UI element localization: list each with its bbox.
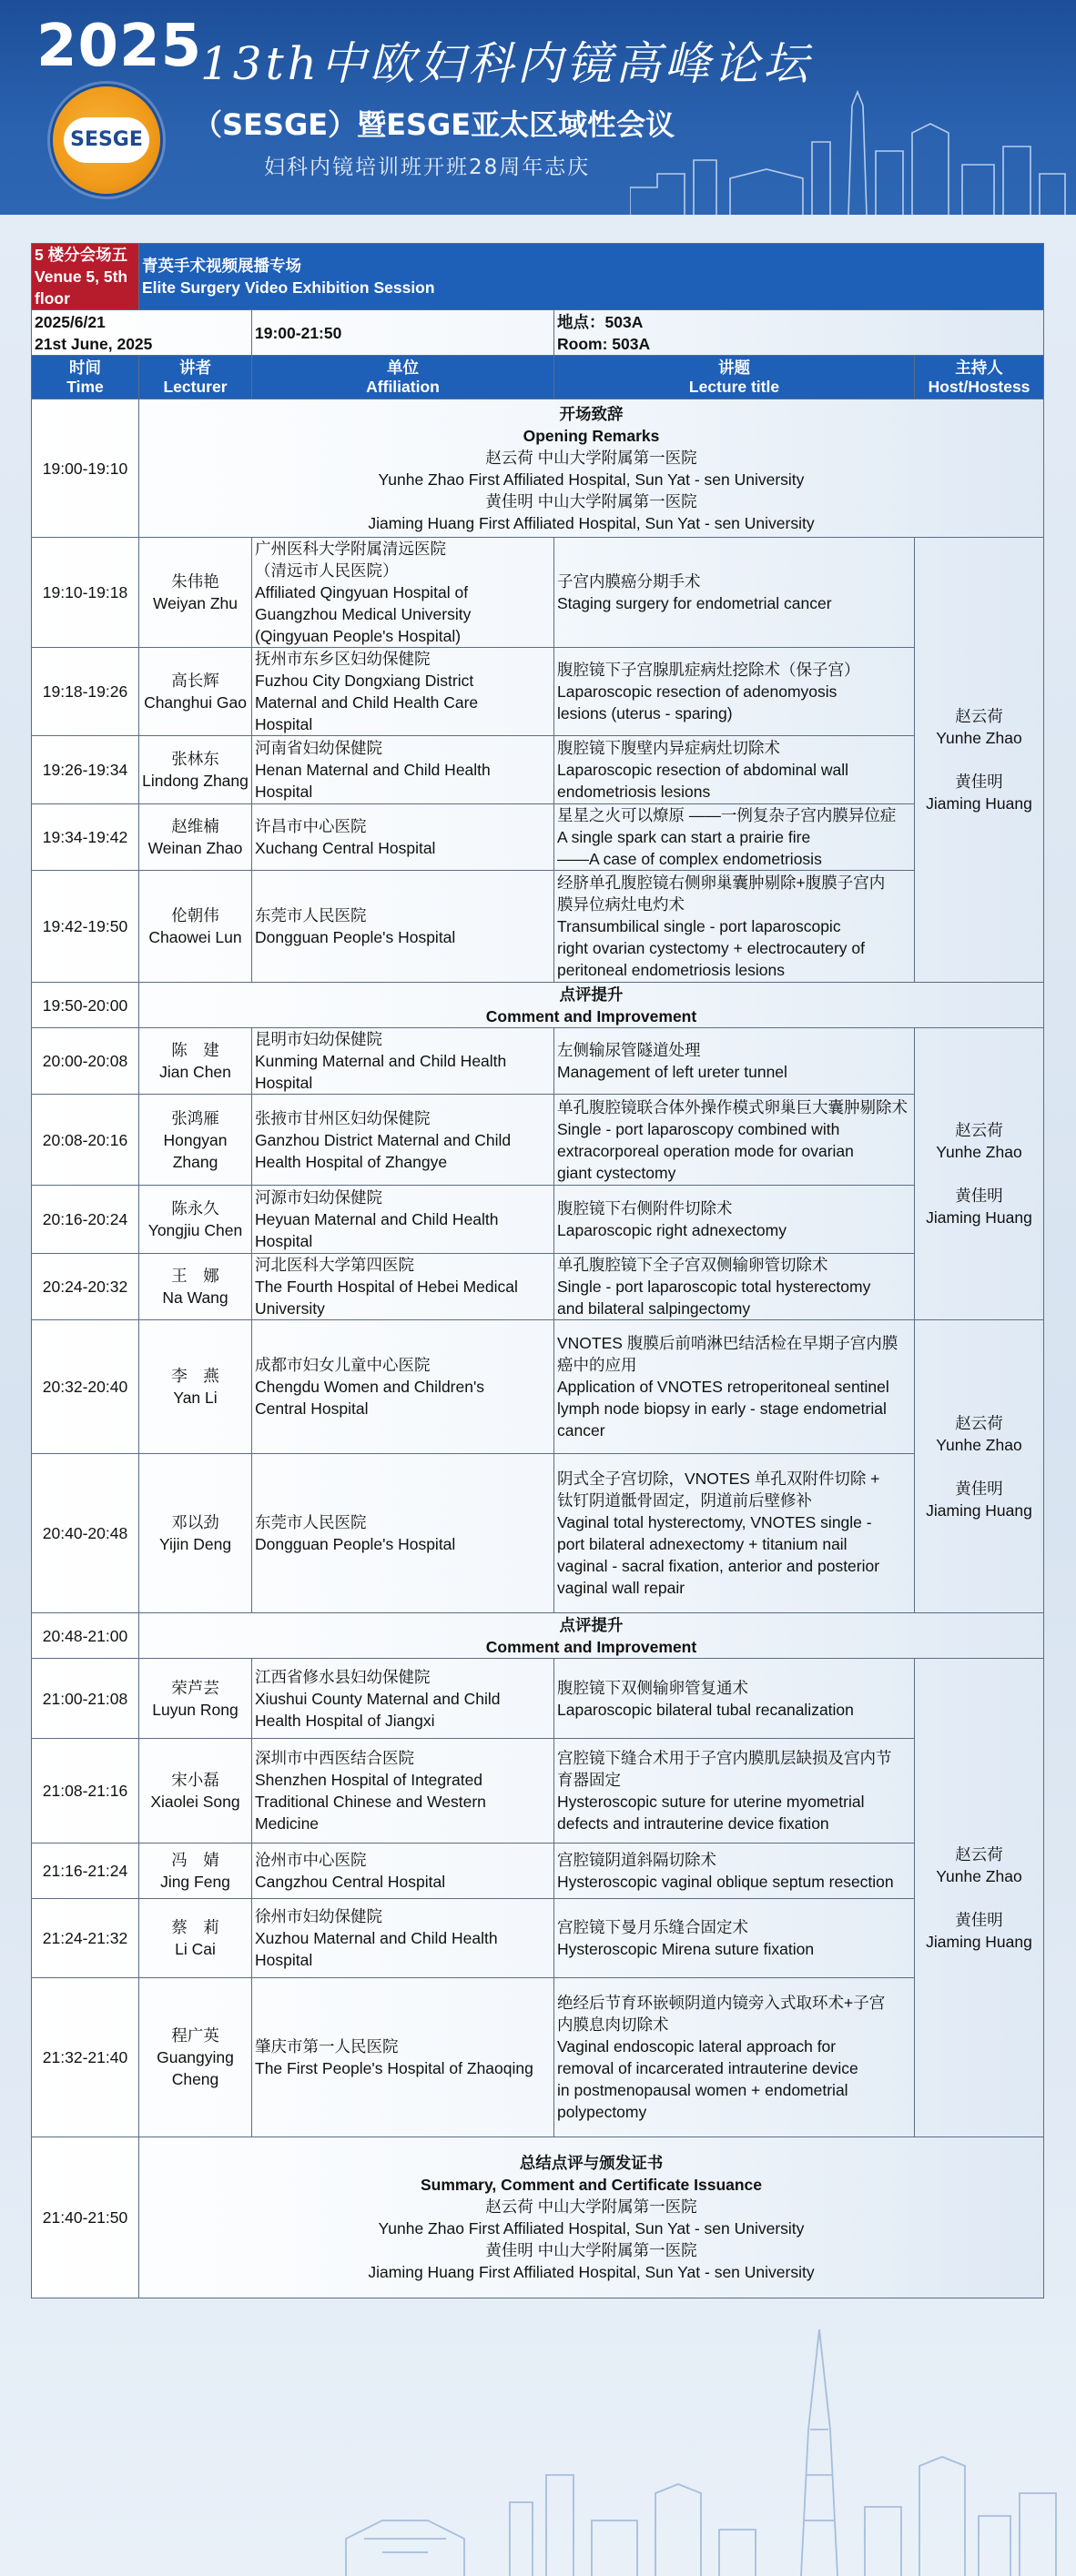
- lecture-title-line: 宫腔镜下曼月乐缝合固定术: [557, 1918, 748, 1936]
- affiliation-line: Xuzhou Maternal and Child Health: [255, 1929, 498, 1947]
- affiliation-line: Hospital: [255, 715, 313, 733]
- lecturer-cell: [139, 1899, 252, 1978]
- affiliation-line: Ganzhou District Maternal and Child: [255, 1130, 512, 1149]
- session-time: 19:00-21:50: [252, 310, 554, 356]
- lecture-title-line: endometriosis lesions: [557, 783, 711, 801]
- closing-time: 21:40-21:50: [32, 2137, 139, 2298]
- comment-title-cn: 点评提升: [559, 985, 624, 1004]
- affiliation-cell: [252, 1254, 554, 1320]
- affiliation-line: Affiliated Qingyuan Hospital of: [255, 583, 469, 601]
- talk-row: [32, 1454, 1044, 1613]
- lecturer-cell: [139, 1978, 252, 2137]
- lecture-title-line: 腹腔镜下右侧附件切除术: [557, 1199, 733, 1217]
- lecture-title-line: Application of VNOTES retroperitoneal sentinel: [557, 1378, 889, 1396]
- affiliation-cell: [252, 1186, 554, 1254]
- affiliation-line: 深圳市中西医结合医院: [255, 1749, 414, 1767]
- opening-speaker-1-cn: 赵云荷 中山大学附属第一医院: [485, 448, 697, 467]
- host-1-cn: 赵云荷: [955, 1121, 1003, 1139]
- lecture-title-cell: [554, 1028, 915, 1095]
- lecture-title-cell: [554, 736, 915, 804]
- lecture-title-line: Vaginal total hysterectomy, VNOTES single -: [557, 1513, 872, 1531]
- lecture-title-line: Hysteroscopic vaginal oblique septum resection: [557, 1873, 894, 1891]
- sesge-logo: [53, 86, 160, 194]
- lecture-title-cell: [554, 804, 915, 871]
- lecturer-name-cn: 王 娜: [171, 1267, 219, 1285]
- venue-en: Venue 5, 5th floor: [35, 268, 128, 308]
- affiliation-line: Xuchang Central Hospital: [255, 839, 436, 857]
- talk-row: [32, 1320, 1044, 1454]
- affiliation-cell: [252, 871, 554, 983]
- talk-time: 20:32-20:40: [32, 1320, 139, 1454]
- lecture-title-line: defects and intrauterine device fixation: [557, 1814, 829, 1833]
- lecture-title-line: 宫腔镜阴道斜隔切除术: [557, 1851, 716, 1869]
- affiliation-line: 昆明市妇幼保健院: [255, 1030, 382, 1048]
- affiliation-cell: [252, 1320, 554, 1454]
- talk-time: 19:26-19:34: [32, 736, 139, 804]
- host-1-en: Yunhe Zhao: [936, 729, 1022, 747]
- lecture-title-line: ——A case of complex endometriosis: [557, 850, 822, 868]
- opening-cell: [139, 399, 1044, 538]
- lecture-title-line: Staging surgery for endometrial cancer: [557, 594, 832, 612]
- lecture-title-line: 腹腔镜下双侧输卵管复通术: [557, 1678, 748, 1697]
- comment-title-en: Comment and Improvement: [485, 1637, 697, 1656]
- affiliation-line: Hospital: [255, 1074, 313, 1092]
- affiliation-cell: [252, 736, 554, 804]
- talk-time: 20:16-20:24: [32, 1186, 139, 1254]
- affiliation-line: Central Hospital: [255, 1399, 369, 1418]
- lecturer-cell: [139, 736, 252, 804]
- affiliation-line: Dongguan People's Hospital: [255, 928, 456, 946]
- talk-row: [32, 1028, 1044, 1095]
- room-en: Room: 503A: [557, 334, 651, 353]
- logo-text: SESGE: [64, 117, 149, 163]
- lecture-title-line: in postmenopausal women + endometrial: [557, 2081, 848, 2099]
- lecturer-name-en: Guangying Cheng: [157, 2048, 234, 2088]
- date-en: 21st June, 2025: [35, 334, 153, 353]
- affiliation-cell: [252, 1844, 554, 1899]
- lecturer-cell: [139, 804, 252, 871]
- affiliation-line: Fuzhou City Dongxiang District: [255, 672, 474, 690]
- talk-time: 19:18-19:26: [32, 648, 139, 736]
- lecture-title-line: Laparoscopic resection of abdominal wall: [557, 761, 849, 779]
- lecturer-name-en: Na Wang: [162, 1288, 228, 1307]
- lecture-title-line: removal of incarcerated intrauterine device: [557, 2059, 858, 2077]
- lecture-title-line: 阴式全子宫切除，VNOTES 单孔双附件切除 +: [557, 1470, 880, 1488]
- talk-time: 19:42-19:50: [32, 871, 139, 983]
- lecturer-name-cn: 宋小磊: [171, 1771, 219, 1789]
- lecture-title-line: 腹腔镜下腹壁内异症病灶切除术: [557, 739, 780, 757]
- talk-row: [32, 736, 1044, 804]
- affiliation-line: Heyuan Maternal and Child Health: [255, 1210, 499, 1228]
- talk-row: [32, 1739, 1044, 1844]
- lecturer-cell: [139, 871, 252, 983]
- lecture-title-line: giant cystectomy: [557, 1163, 676, 1182]
- lecture-title-line: cancer: [557, 1421, 605, 1440]
- affiliation-line: （清远市人民医院）: [255, 561, 399, 580]
- lecturer-cell: [139, 538, 252, 648]
- lecturer-cell: [139, 1739, 252, 1844]
- talk-time: 20:24-20:32: [32, 1254, 139, 1320]
- talk-row: [32, 871, 1044, 983]
- lecturer-name-cn: 伦朝伟: [171, 906, 219, 924]
- comment-cell: [139, 983, 1044, 1028]
- affiliation-cell: [252, 1454, 554, 1613]
- lecturer-name-en: Weiyan Zhu: [152, 594, 239, 612]
- host-2-en: Jiaming Huang: [926, 1932, 1032, 1951]
- affiliation-line: Chengdu Women and Children's: [255, 1378, 485, 1396]
- forum-subtitle: （SESGE）暨ESGE亚太区域性会议: [193, 107, 675, 142]
- lecturer-name-en: Jing Feng: [160, 1873, 230, 1891]
- host-2-cn: 黄佳明: [955, 773, 1003, 791]
- lecture-title-cell: [554, 1978, 915, 2137]
- lecturer-name-en: Hongyan Zhang: [163, 1130, 228, 1171]
- comment-time: 20:48-21:00: [32, 1613, 139, 1659]
- talk-row: [32, 538, 1044, 648]
- footer-skyline-illustration: [0, 2311, 1076, 2576]
- lecture-title-cell: [554, 871, 915, 983]
- lecture-title-line: vaginal - sacral fixation, anterior and posterior: [557, 1557, 880, 1575]
- affiliation-line: 河源市妇幼保健院: [255, 1188, 382, 1207]
- affiliation-cell: [252, 1978, 554, 2137]
- affiliation-line: Kunming Maternal and Child Health: [255, 1052, 507, 1070]
- lecture-title-cell: [554, 1254, 915, 1320]
- closing-line-t1: 总结点评与颁发证书: [519, 2154, 664, 2172]
- session-name-en: Elite Surgery Video Exhibition Session: [142, 278, 435, 297]
- lecture-title-cell: [554, 1844, 915, 1899]
- host-cell: [915, 538, 1044, 983]
- comment-row: [32, 983, 1044, 1028]
- host-spacer: [918, 1887, 1040, 1909]
- lecturer-name-en: Lindong Zhang: [142, 772, 249, 790]
- talk-time: 21:00-21:08: [32, 1659, 139, 1739]
- city-skyline-illustration: [630, 87, 1067, 215]
- lecture-title-line: Laparoscopic right adnexectomy: [557, 1221, 787, 1239]
- lecture-title-line: 癌中的应用: [557, 1356, 637, 1374]
- comment-title-en: Comment and Improvement: [485, 1006, 697, 1025]
- session-info-row: [32, 310, 1044, 356]
- affiliation-line: University: [255, 1299, 325, 1318]
- affiliation-cell: [252, 1028, 554, 1095]
- lecturer-cell: [139, 1320, 252, 1454]
- affiliation-line: Shenzhen Hospital of Integrated: [255, 1771, 483, 1789]
- opening-row: [32, 399, 1044, 538]
- lecture-title-cell: [554, 538, 915, 648]
- lecturer-name-en: Luyun Rong: [152, 1700, 239, 1719]
- host-1-en: Yunhe Zhao: [936, 1435, 1022, 1454]
- lecture-title-line: Laparoscopic resection of adenomyosis: [557, 682, 837, 701]
- affiliation-line: The Fourth Hospital of Hebei Medical: [255, 1278, 518, 1296]
- opening-title-cn: 开场致辞: [559, 404, 624, 423]
- lecture-title-line: peritoneal endometriosis lesions: [557, 961, 785, 979]
- lecturer-name-cn: 冯 婧: [171, 1851, 219, 1869]
- affiliation-line: 肇庆市第一人民医院: [255, 2037, 399, 2056]
- lecturer-name-cn: 程广英: [171, 2026, 219, 2045]
- header-banner: [0, 0, 1076, 215]
- lecturer-name-cn: 荣芦芸: [171, 1678, 219, 1697]
- session-name-cn: 青英手术视频展播专场: [142, 257, 301, 275]
- closing-line-l3: 黄佳明 中山大学附属第一医院: [485, 2241, 697, 2259]
- forum-tagline: 妇科内镜培训班开班28周年志庆: [264, 156, 591, 179]
- date-cell: [32, 310, 252, 356]
- venue-cell: [32, 244, 139, 310]
- affiliation-line: 许昌市中心医院: [255, 817, 367, 835]
- closing-line-l2: Yunhe Zhao First Affiliated Hospital, Sun Yat - sen University: [378, 2219, 805, 2238]
- lecture-title-cell: [554, 1454, 915, 1613]
- lecture-title-line: A single spark can start a prairie fire: [557, 828, 811, 846]
- lecturer-cell: [139, 1095, 252, 1186]
- room-cn: 地点：503A: [557, 312, 644, 331]
- lecture-title-line: 钛钉阴道骶骨固定，阴道前后壁修补: [557, 1491, 812, 1510]
- affiliation-line: Hospital: [255, 1951, 313, 1969]
- host-cell: [915, 1028, 1044, 1320]
- lecturer-name-cn: 陈 建: [171, 1041, 219, 1059]
- lecture-title-line: lesions (uterus - sparing): [557, 704, 733, 722]
- talk-time: 20:00-20:08: [32, 1028, 139, 1095]
- talk-row: [32, 804, 1044, 871]
- lecturer-cell: [139, 648, 252, 736]
- event-year: 2025: [36, 13, 203, 80]
- lecturer-name-en: Li Cai: [175, 1940, 216, 1958]
- comment-title-cn: 点评提升: [559, 1615, 624, 1634]
- affiliation-line: Dongguan People's Hospital: [255, 1535, 456, 1553]
- affiliation-line: Cangzhou Central Hospital: [255, 1873, 446, 1891]
- lecture-title-line: Management of left ureter tunnel: [557, 1063, 787, 1081]
- affiliation-line: 江西省修水县妇幼保健院: [255, 1667, 431, 1686]
- lecture-title-cell: [554, 1659, 915, 1739]
- affiliation-line: Xiushui County Maternal and Child: [255, 1689, 501, 1708]
- affiliation-line: 东莞市人民医院: [255, 1513, 367, 1531]
- talk-time: 21:08-21:16: [32, 1739, 139, 1844]
- lecture-title-line: 育器固定: [557, 1771, 621, 1789]
- host-cell: [915, 1320, 1044, 1613]
- lecturer-name-en: Yongjiu Chen: [147, 1221, 243, 1239]
- lecture-title-line: 宫腔镜下缝合术用于子宫内膜肌层缺损及宫内节: [557, 1749, 892, 1767]
- lecture-title-line: 星星之火可以燎原 ——一例复杂子宫内膜异位症: [557, 806, 897, 824]
- affiliation-line: 东莞市人民医院: [255, 906, 367, 924]
- lecture-title-cell: [554, 1320, 915, 1454]
- lecture-title-line: Single - port laparoscopy combined with: [557, 1119, 840, 1138]
- talk-row: [32, 1186, 1044, 1254]
- host-2-en: Jiaming Huang: [926, 794, 1032, 813]
- affiliation-line: 沧州市中心医院: [255, 1851, 367, 1869]
- affiliation-line: 成都市妇女儿童中心医院: [255, 1356, 431, 1374]
- affiliation-cell: [252, 804, 554, 871]
- lecture-title-cell: [554, 1095, 915, 1186]
- lecturer-name-en: Weinan Zhao: [147, 839, 243, 857]
- opening-speaker-2-en: Jiaming Huang First Affiliated Hospital, Sun Yat - sen University: [368, 513, 815, 532]
- affiliation-line: The First People's Hospital of Zhaoqing: [255, 2059, 533, 2077]
- lecturer-cell: [139, 1254, 252, 1320]
- lecturer-name-cn: 张鸿雁: [171, 1108, 219, 1127]
- host-1-en: Yunhe Zhao: [936, 1866, 1022, 1885]
- col-lecturer: 讲者 Lecturer: [139, 356, 252, 399]
- talk-row: [32, 1254, 1044, 1320]
- talk-time: 19:34-19:42: [32, 804, 139, 871]
- talk-row: [32, 1899, 1044, 1978]
- column-header-row: [32, 356, 1044, 399]
- host-2-cn: 黄佳明: [955, 1187, 1003, 1205]
- opening-time: 19:00-19:10: [32, 399, 139, 538]
- opening-title-en: Opening Remarks: [523, 426, 660, 445]
- col-affiliation: 单位 Affiliation: [252, 356, 554, 399]
- lecturer-name-cn: 陈永久: [171, 1199, 219, 1217]
- lecture-title-line: Single - port laparoscopic total hysterectomy: [557, 1278, 871, 1296]
- talk-time: 21:32-21:40: [32, 1978, 139, 2137]
- closing-line-t2: Summary, Comment and Certificate Issuance: [420, 2176, 763, 2194]
- lecture-title-line: vaginal wall repair: [557, 1579, 685, 1597]
- session-name-cell: [139, 244, 1044, 310]
- affiliation-cell: [252, 538, 554, 648]
- comment-cell: [139, 1613, 1044, 1659]
- host-spacer: [918, 749, 1040, 771]
- host-cell: [915, 1659, 1044, 2137]
- affiliation-cell: [252, 1659, 554, 1739]
- lecturer-name-cn: 高长辉: [171, 672, 219, 690]
- closing-cell: [139, 2137, 1044, 2298]
- lecture-title-cell: [554, 648, 915, 736]
- affiliation-line: Medicine: [255, 1814, 320, 1833]
- affiliation-line: Hospital: [255, 1232, 313, 1250]
- lecturer-name-en: Jian Chen: [159, 1063, 231, 1081]
- lecture-title-line: 单孔腹腔镜联合体外操作模式卵巢巨大囊肿剔除术: [557, 1097, 908, 1116]
- closing-row: [32, 2137, 1044, 2298]
- lecture-title-line: 单孔腹腔镜下全子宫双侧输卵管切除术: [557, 1256, 828, 1274]
- talk-time: 20:08-20:16: [32, 1095, 139, 1186]
- lecture-title-line: Laparoscopic bilateral tubal recanalization: [557, 1700, 854, 1719]
- session-title-row: [32, 244, 1044, 310]
- lecture-title-line: 绝经后节育环嵌顿阴道内镜旁入式取环术+子宫: [557, 1994, 886, 2012]
- host-2-en: Jiaming Huang: [926, 1500, 1032, 1520]
- host-2-en: Jiaming Huang: [926, 1208, 1032, 1227]
- talk-row: [32, 1659, 1044, 1739]
- affiliation-line: (Qingyuan People's Hospital): [255, 627, 462, 645]
- lecturer-name-cn: 李 燕: [171, 1367, 219, 1385]
- affiliation-line: Henan Maternal and Child Health: [255, 761, 491, 779]
- col-lecture-title: 讲题 Lecture title: [554, 356, 915, 399]
- host-spacer: [918, 1163, 1040, 1185]
- host-1-cn: 赵云荷: [955, 1844, 1003, 1864]
- lecture-title-line: 经脐单孔腹腔镜右侧卵巢囊肿剔除+腹膜子宫内: [557, 874, 886, 892]
- talk-row: [32, 648, 1044, 736]
- lecturer-cell: [139, 1028, 252, 1095]
- affiliation-line: 河南省妇幼保健院: [255, 739, 382, 757]
- affiliation-line: 张掖市甘州区妇幼保健院: [255, 1108, 431, 1127]
- date-cn: 2025/6/21: [35, 312, 106, 331]
- lecturer-cell: [139, 1844, 252, 1899]
- lecturer-name-en: Yijin Deng: [158, 1535, 232, 1553]
- lecture-title-line: and bilateral salpingectomy: [557, 1299, 751, 1318]
- lecture-title-line: VNOTES 腹膜后前哨淋巴结活检在早期子宫内膜: [557, 1334, 898, 1352]
- forum-title: 13th中欧妇科内镜高峰论坛: [200, 37, 812, 90]
- affiliation-line: Health Hospital of Jiangxi: [255, 1711, 435, 1730]
- room-cell: [554, 310, 1044, 356]
- lecture-title-line: extracorporeal operation mode for ovarian: [557, 1141, 854, 1160]
- schedule-table: [31, 243, 1044, 2298]
- lecture-title-line: 子宫内膜癌分期手术: [557, 572, 701, 591]
- lecture-title-line: 腹腔镜下子宫腺肌症病灶挖除术（保子宫）: [557, 661, 860, 679]
- affiliation-cell: [252, 1899, 554, 1978]
- closing-line-l4: Jiaming Huang First Affiliated Hospital, Sun Yat - sen University: [368, 2263, 815, 2281]
- affiliation-line: Hospital: [255, 783, 313, 801]
- talk-row: [32, 1844, 1044, 1899]
- lecturer-name-cn: 邓以劲: [171, 1513, 219, 1531]
- lecture-title-line: 内膜息肉切除术: [557, 2015, 669, 2034]
- lecturer-name-en: Yan Li: [173, 1389, 218, 1407]
- col-host: 主持人 Host/Hostess: [915, 356, 1044, 399]
- lecturer-name-cn: 朱伟艳: [171, 572, 219, 591]
- lecture-title-line: Hysteroscopic suture for uterine myometrial: [557, 1793, 865, 1811]
- lecture-title-cell: [554, 1186, 915, 1254]
- col-time: 时间 Time: [32, 356, 139, 399]
- lecturer-name-en: Chaowei Lun: [148, 928, 242, 946]
- affiliation-line: Maternal and Child Health Care: [255, 693, 479, 712]
- lecture-title-line: Hysteroscopic Mirena suture fixation: [557, 1940, 815, 1958]
- lecture-title-line: Vaginal endoscopic lateral approach for: [557, 2037, 837, 2056]
- lecture-title-line: Transumbilical single - port laparoscopic: [557, 917, 841, 935]
- lecturer-name-cn: 赵维楠: [171, 817, 219, 835]
- affiliation-line: Health Hospital of Zhangye: [255, 1152, 448, 1171]
- lecturer-cell: [139, 1659, 252, 1739]
- lecturer-name-en: Xiaolei Song: [150, 1793, 240, 1811]
- affiliation-line: 广州医科大学附属清远医院: [255, 540, 446, 558]
- host-1-cn: 赵云荷: [955, 707, 1003, 725]
- host-2-cn: 黄佳明: [955, 1910, 1003, 1929]
- lecturer-name-cn: 蔡 莉: [171, 1918, 219, 1936]
- lecture-title-cell: [554, 1899, 915, 1978]
- affiliation-line: 徐州市妇幼保健院: [255, 1907, 382, 1925]
- talk-time: 21:24-21:32: [32, 1899, 139, 1978]
- opening-speaker-1-en: Yunhe Zhao First Affiliated Hospital, Sun Yat - sen University: [378, 470, 805, 489]
- affiliation-cell: [252, 1739, 554, 1844]
- lecture-title-line: right ovarian cystectomy + electrocautery of: [557, 939, 865, 957]
- lecturer-name-en: Changhui Gao: [144, 693, 247, 712]
- comment-row: [32, 1613, 1044, 1659]
- lecture-title-line: 左侧输尿管隧道处理: [557, 1041, 701, 1059]
- affiliation-line: 抚州市东乡区妇幼保健院: [255, 650, 431, 668]
- host-1-en: Yunhe Zhao: [936, 1143, 1022, 1161]
- talk-row: [32, 1095, 1044, 1186]
- affiliation-cell: [252, 648, 554, 736]
- affiliation-line: Traditional Chinese and Western: [255, 1793, 486, 1811]
- lecture-title-line: port bilateral adnexectomy + titanium nail: [557, 1535, 848, 1553]
- closing-line-l1: 赵云荷 中山大学附属第一医院: [485, 2197, 697, 2216]
- talk-time: 20:40-20:48: [32, 1454, 139, 1613]
- affiliation-line: Guangzhou Medical University: [255, 605, 472, 623]
- talk-row: [32, 1978, 1044, 2137]
- host-spacer: [918, 1456, 1040, 1478]
- opening-speaker-2-cn: 黄佳明 中山大学附属第一医院: [485, 491, 697, 510]
- lecturer-cell: [139, 1186, 252, 1254]
- lecture-title-line: lymph node biopsy in early - stage endometrial: [557, 1399, 887, 1418]
- venue-cn: 5 楼分会场五: [35, 246, 128, 264]
- talk-time: 19:10-19:18: [32, 538, 139, 648]
- lecture-title-line: polypectomy: [557, 2103, 647, 2121]
- affiliation-line: 河北医科大学第四医院: [255, 1256, 414, 1274]
- affiliation-cell: [252, 1095, 554, 1186]
- host-1-cn: 赵云荷: [955, 1413, 1003, 1432]
- lecturer-cell: [139, 1454, 252, 1613]
- lecture-title-line: 膜异位病灶电灼术: [557, 895, 685, 914]
- host-2-cn: 黄佳明: [955, 1479, 1003, 1498]
- lecture-title-cell: [554, 1739, 915, 1844]
- talk-time: 21:16-21:24: [32, 1844, 139, 1899]
- comment-time: 19:50-20:00: [32, 983, 139, 1028]
- lecturer-name-cn: 张林东: [171, 750, 219, 768]
